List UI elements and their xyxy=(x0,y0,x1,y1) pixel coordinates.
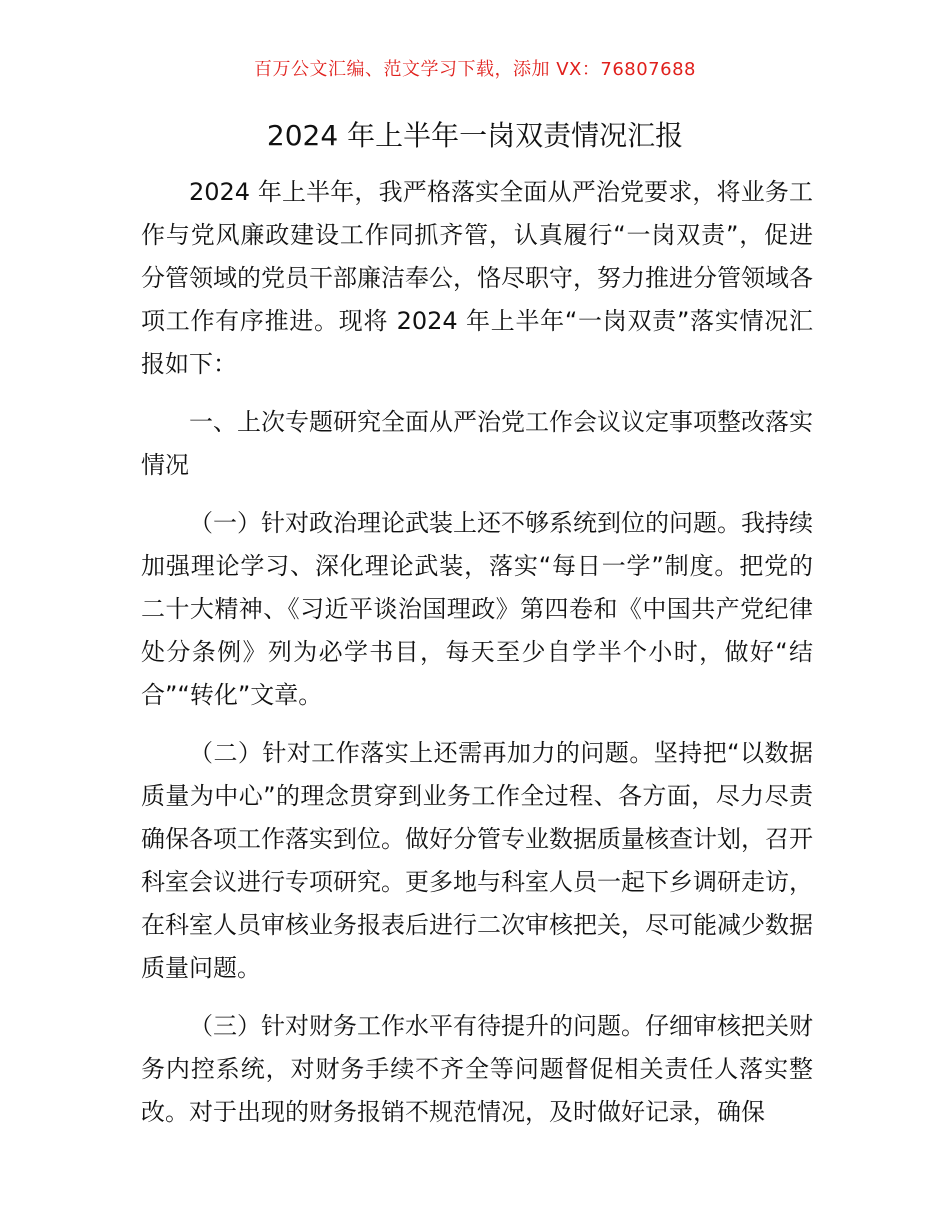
document-title: 2024 年上半年一岗双责情况汇报 xyxy=(266,119,684,152)
watermark-banner: 百万公文汇编、范文学习下载，添加 VX：76807688 xyxy=(254,59,696,80)
paragraph-intro: 2024 年上半年，我严格落实全面从严治党要求，将业务工作与党风廉政建设工作同抓齐管，认真履行“一岗双责”，促进分管领域的党员干部廉洁奉公，恪尽职守，努力推进分管领域各项工作有序推进。现将 2024 年上半年“一岗双责”落实情况汇报如下： xyxy=(141,178,813,378)
paragraph-item-2: （二）针对工作落实上还需再加力的问题。坚持把“以数据质量为中心”的理念贯穿到业务工作全过程、各方面，尽力尽责确保各项工作落实到位。做好分管专业数据质量核查计划，召开科室会议进行专项研究。更多地与科室人员一起下乡调研走访，在科室人员审核业务报表后进行二次审核把关，尽可能减少数据质量问题。 xyxy=(141,739,813,982)
section-heading-1: 一、上次专题研究全面从严治党工作会议议定事项整改落实情况 xyxy=(141,408,813,479)
paragraph-item-3: （三）针对财务工作水平有待提升的问题。仔细审核把关财务内控系统，对财务手续不齐全等问题督促相关责任人落实整改。对于出现的财务报销不规范情况，及时做好记录，确保 xyxy=(141,1012,813,1126)
paragraph-item-1: （一）针对政治理论武装上还不够系统到位的问题。我持续加强理论学习、深化理论武装，落实“每日一学”制度。把党的二十大精神、《习近平谈治国理政》第四卷和《中国共产党纪律处分条例》列为必学书目，每天至少自学半个小时，做好“结合”“转化”文章。 xyxy=(141,509,813,709)
document-body xyxy=(141,171,813,1134)
